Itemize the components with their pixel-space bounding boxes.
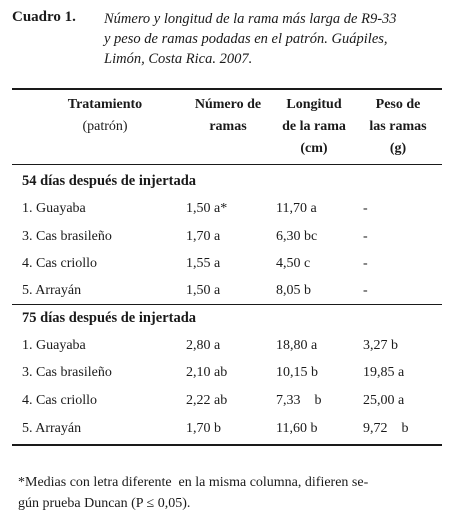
caption-line-3: Limón, Costa Rica. 2007. (104, 51, 253, 67)
row-longitud: 11,60 b (276, 421, 318, 436)
row-numero: 1,55 a (186, 256, 221, 271)
row-tratamiento: 5. Arrayán (22, 421, 82, 436)
row-peso: 25,00 a (363, 393, 405, 408)
header-longitud (270, 94, 358, 160)
header-tratamiento-line-2: (patrón) (82, 119, 128, 134)
caption-text (104, 9, 442, 69)
header-longitud-line-2: de la rama (282, 119, 346, 134)
row-numero: 2,80 a (186, 338, 221, 353)
section-title: 54 días después de injertada (22, 173, 197, 189)
row-peso: 9,72 b (363, 421, 409, 436)
row-longitud: 7,33 b (276, 393, 322, 408)
row-longitud: 10,15 b (276, 365, 318, 380)
row-tratamiento: 1. Guayaba (22, 201, 86, 216)
row-numero: 1,50 a* (186, 201, 228, 216)
section-title: 75 días después de injertada (22, 310, 197, 326)
top-rule (12, 88, 442, 90)
row-longitud: 11,70 a (276, 201, 317, 216)
row-peso: - (363, 256, 368, 271)
footnote-line-2: gún prueba Duncan (P ≤ 0,05). (18, 496, 191, 511)
header-numero-line-2: ramas (209, 119, 247, 134)
header-numero (182, 94, 274, 138)
row-numero: 2,10 ab (186, 365, 228, 380)
header-peso-line-3: (g) (389, 141, 407, 156)
footnote-line-1: *Medias con letra diferente en la misma columna, difieren se- (18, 475, 369, 490)
header-peso (358, 94, 438, 160)
row-peso: 3,27 b (363, 338, 398, 353)
bottom-rule (12, 444, 442, 446)
row-peso: - (363, 201, 368, 216)
caption-line-1: Número y longitud de la rama más larga de R9-33 (104, 11, 397, 27)
row-tratamiento: 5. Arrayán (22, 283, 82, 298)
header-peso-line-1: Peso de (375, 97, 421, 112)
row-tratamiento: 4. Cas criollo (22, 393, 98, 408)
caption-line-2: y peso de ramas podadas en el patrón. Guápiles, (104, 31, 388, 47)
row-peso: - (363, 229, 368, 244)
row-longitud: 4,50 c (276, 256, 311, 271)
row-tratamiento: 3. Cas brasileño (22, 365, 112, 380)
row-numero: 1,50 a (186, 283, 221, 298)
row-peso: - (363, 283, 368, 298)
row-peso: 19,85 a (363, 365, 405, 380)
section-rule (12, 304, 442, 305)
row-longitud: 18,80 a (276, 338, 318, 353)
caption-label: Cuadro 1. (12, 9, 76, 25)
header-numero-line-1: Número de (194, 97, 262, 112)
row-numero: 1,70 a (186, 229, 221, 244)
row-longitud: 8,05 b (276, 283, 311, 298)
header-tratamiento (40, 94, 170, 138)
row-tratamiento: 1. Guayaba (22, 338, 86, 353)
row-tratamiento: 3. Cas brasileño (22, 229, 112, 244)
row-longitud: 6,30 bc (276, 229, 318, 244)
header-longitud-line-3: (cm) (300, 141, 328, 156)
row-numero: 1,70 b (186, 421, 221, 436)
header-tratamiento-line-1: Tratamiento (67, 97, 143, 112)
header-peso-line-2: las ramas (369, 119, 427, 134)
footnote (18, 472, 442, 514)
header-rule (12, 164, 442, 165)
header-longitud-line-1: Longitud (286, 97, 342, 112)
row-tratamiento: 4. Cas criollo (22, 256, 98, 271)
row-numero: 2,22 ab (186, 393, 228, 408)
